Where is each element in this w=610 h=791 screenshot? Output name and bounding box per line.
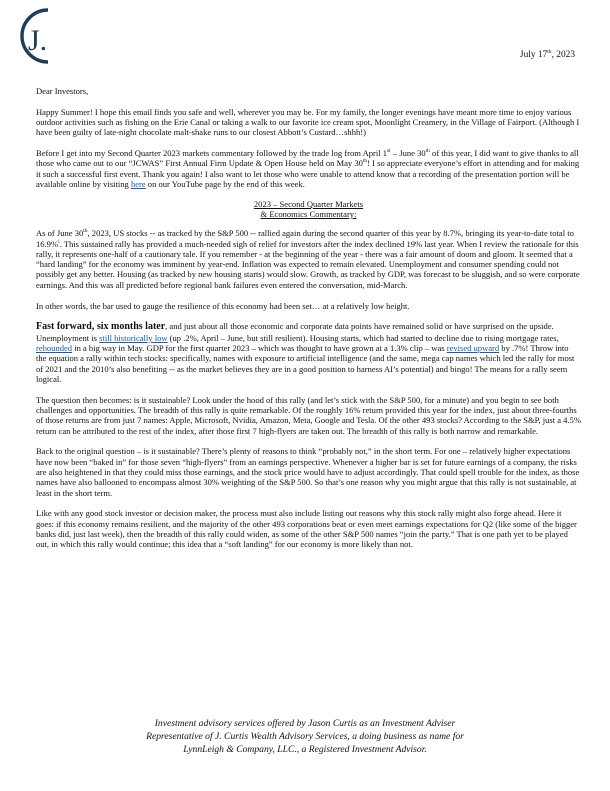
disclosure-footer: Investment advisory services offered by Jason Curtis as an Investment Adviser Representative of J. Curtis Wealth Advisory Services, a doing business as name for LynnLeigh & Company, LLC., a Registered Investment Advisor.	[146, 718, 464, 755]
letter-date: July 17th, 2023	[519, 49, 575, 60]
letter-body	[36, 86, 581, 560]
unemployment-link[interactable]: still historically low	[99, 332, 168, 343]
paragraph-fast-forward: Fast forward, six months later, and just about all those economic and corporate data points have remained solid or have surprised on the upside. Unemployment is still historically low (up .2%, April – June, but still resilient). Housing starts, which had started to decline due to rising mortgage rates, rebounded in a big way in May. GDP for the first quarter 2023 – which was thought to have grown at a 1.3% clip – was revised upward by .7%! Throw into the equation a rally within tech stocks: specifically, names with exposure to artificial intelligence (and the same, mega cap names which led the rally for most of 2021 and the 2010’s also benefiting -- as the market believes they are in a good position to harness AI’s potential) and bingo! The means for a rally seem logical.	[36, 321, 575, 384]
gdp-revision-link[interactable]: revised upward	[446, 342, 500, 353]
youtube-recording-link[interactable]: here	[130, 179, 146, 190]
paragraph-market-rally: As of June 30th, 2023, US stocks -- as tracked by the S&P 500 -- rallied again during the second quarter of this year by 8.7%, bringing its year-to-date total to 16.9%$^i$. This sustained rally has provided a much-needed sigh of relief for investors after the index declined 19% last year. When I review the rationale for this rally, it represents one-half of a cautionary tale. If you remember - at the beginning of the year - there was a fair amount of doom and gloom. It seemed that a “hard landing” for the economy was imminent by year-end. Inflation was expected to remain elevated. Unemployment and consumer spending could not possibly get any better. Housing (as tracked by new housing starts) would slow. Growth, as tracked by GDP, was forecast to be sluggish, and so were corporate earnings. And this was all predicted before regional bank failures even entered the conversation, mid-March.	[36, 228, 580, 290]
greeting: Dear Investors,	[36, 86, 89, 96]
logo-letter: J.	[28, 24, 48, 57]
section-heading: 2023 – Second Quarter Markets & Economics Commentary:	[253, 198, 364, 220]
paragraph-short-term-risk: Back to the original question – is it sustainable? There’s plenty of reasons to think “probably not,” in the short term. For one – relatively higher expectations have now been “baked in” for those seven “high-flyers” from an earnings perspective. Whenever a higher bar is set for future earnings of a company, the risks are also heightened in that they could miss those earnings, and the stock price would have to adjust accordingly. That could spell trouble for the index, as those names have also ballooned to encompass almost 30% weighting of the S&P 500. So that’s one reason why you might argue that this rally is not sustainable, at least in the short term.	[36, 446, 580, 498]
paragraph-low-bar: In other words, the bar used to gauge the resilience of this economy had been set… at a relatively low height.	[36, 300, 410, 311]
logo-mark	[14, 6, 62, 68]
housing-starts-link[interactable]: rebounded	[36, 342, 73, 353]
paragraph-event: Before I get into my Second Quarter 2023 markets commentary followed by the trade log from April 1st – June 30th of this year, I did want to give thanks to all those who came out to our “JCWAS” First Annual Firm Update & Open House held on May 30th! I so appreciate everyone’s effort in attending and for making it such a successful first event. Thank you again! I also want to let those who were unable to attend know that a recording of the presentation portion will be available online by visiting here on our YouTube page by the end of this week.	[36, 148, 580, 190]
paragraph-intro: Happy Summer! I hope this email finds you safe and well, wherever you may be. For my family, the longer evenings have meant more time to enjoy various outdoor activities such as fishing on the Erie Canal or taking a walk to our favorite ice cream spot, Moonlight Creamery, in the Village of Fairport. (Although I have been guilty of late-night chocolate malt-shake runs to our closest Abbott’s Custard…shhh!)	[36, 106, 580, 138]
paragraph-sustainability: The question then becomes: is it sustainable? Look under the hood of this rally (and let’s stick with the S&P 500, for a minute) and you begin to see both challenges and opportunities. The breadth of this rally is quite remarkable. Of the roughly 16% return provided this year for the index, just about three-fourths of those returns are from just 7 names: Apple, Microsoft, Nvidia, Amazon, Meta, Google and Tesla. Of the other 493 stocks? According to the S&P, just a 4.5% return can be attributed to the rest of the index, after those first 7 high-flyers are taken out. The breadth of this rally is both narrow and remarkable.	[36, 394, 581, 436]
paragraph-bull-case: Like with any good stock investor or decision maker, the process must also include listing out reasons why this stock rally might also forge ahead. Here it goes: if this economy remains resilient, and the majority of the other 493 corporations beat or even meet earnings expectations for Q2 (like some of the bigger banks did, just last week), then the breadth of this rally could widen, as some of the other S&P 500 names “join the party.” That is one path yet to be played out, in which this rally would continue; this idea that a “soft landing” for our economy is more likely than not.	[36, 508, 577, 550]
firm-logo	[14, 6, 62, 68]
